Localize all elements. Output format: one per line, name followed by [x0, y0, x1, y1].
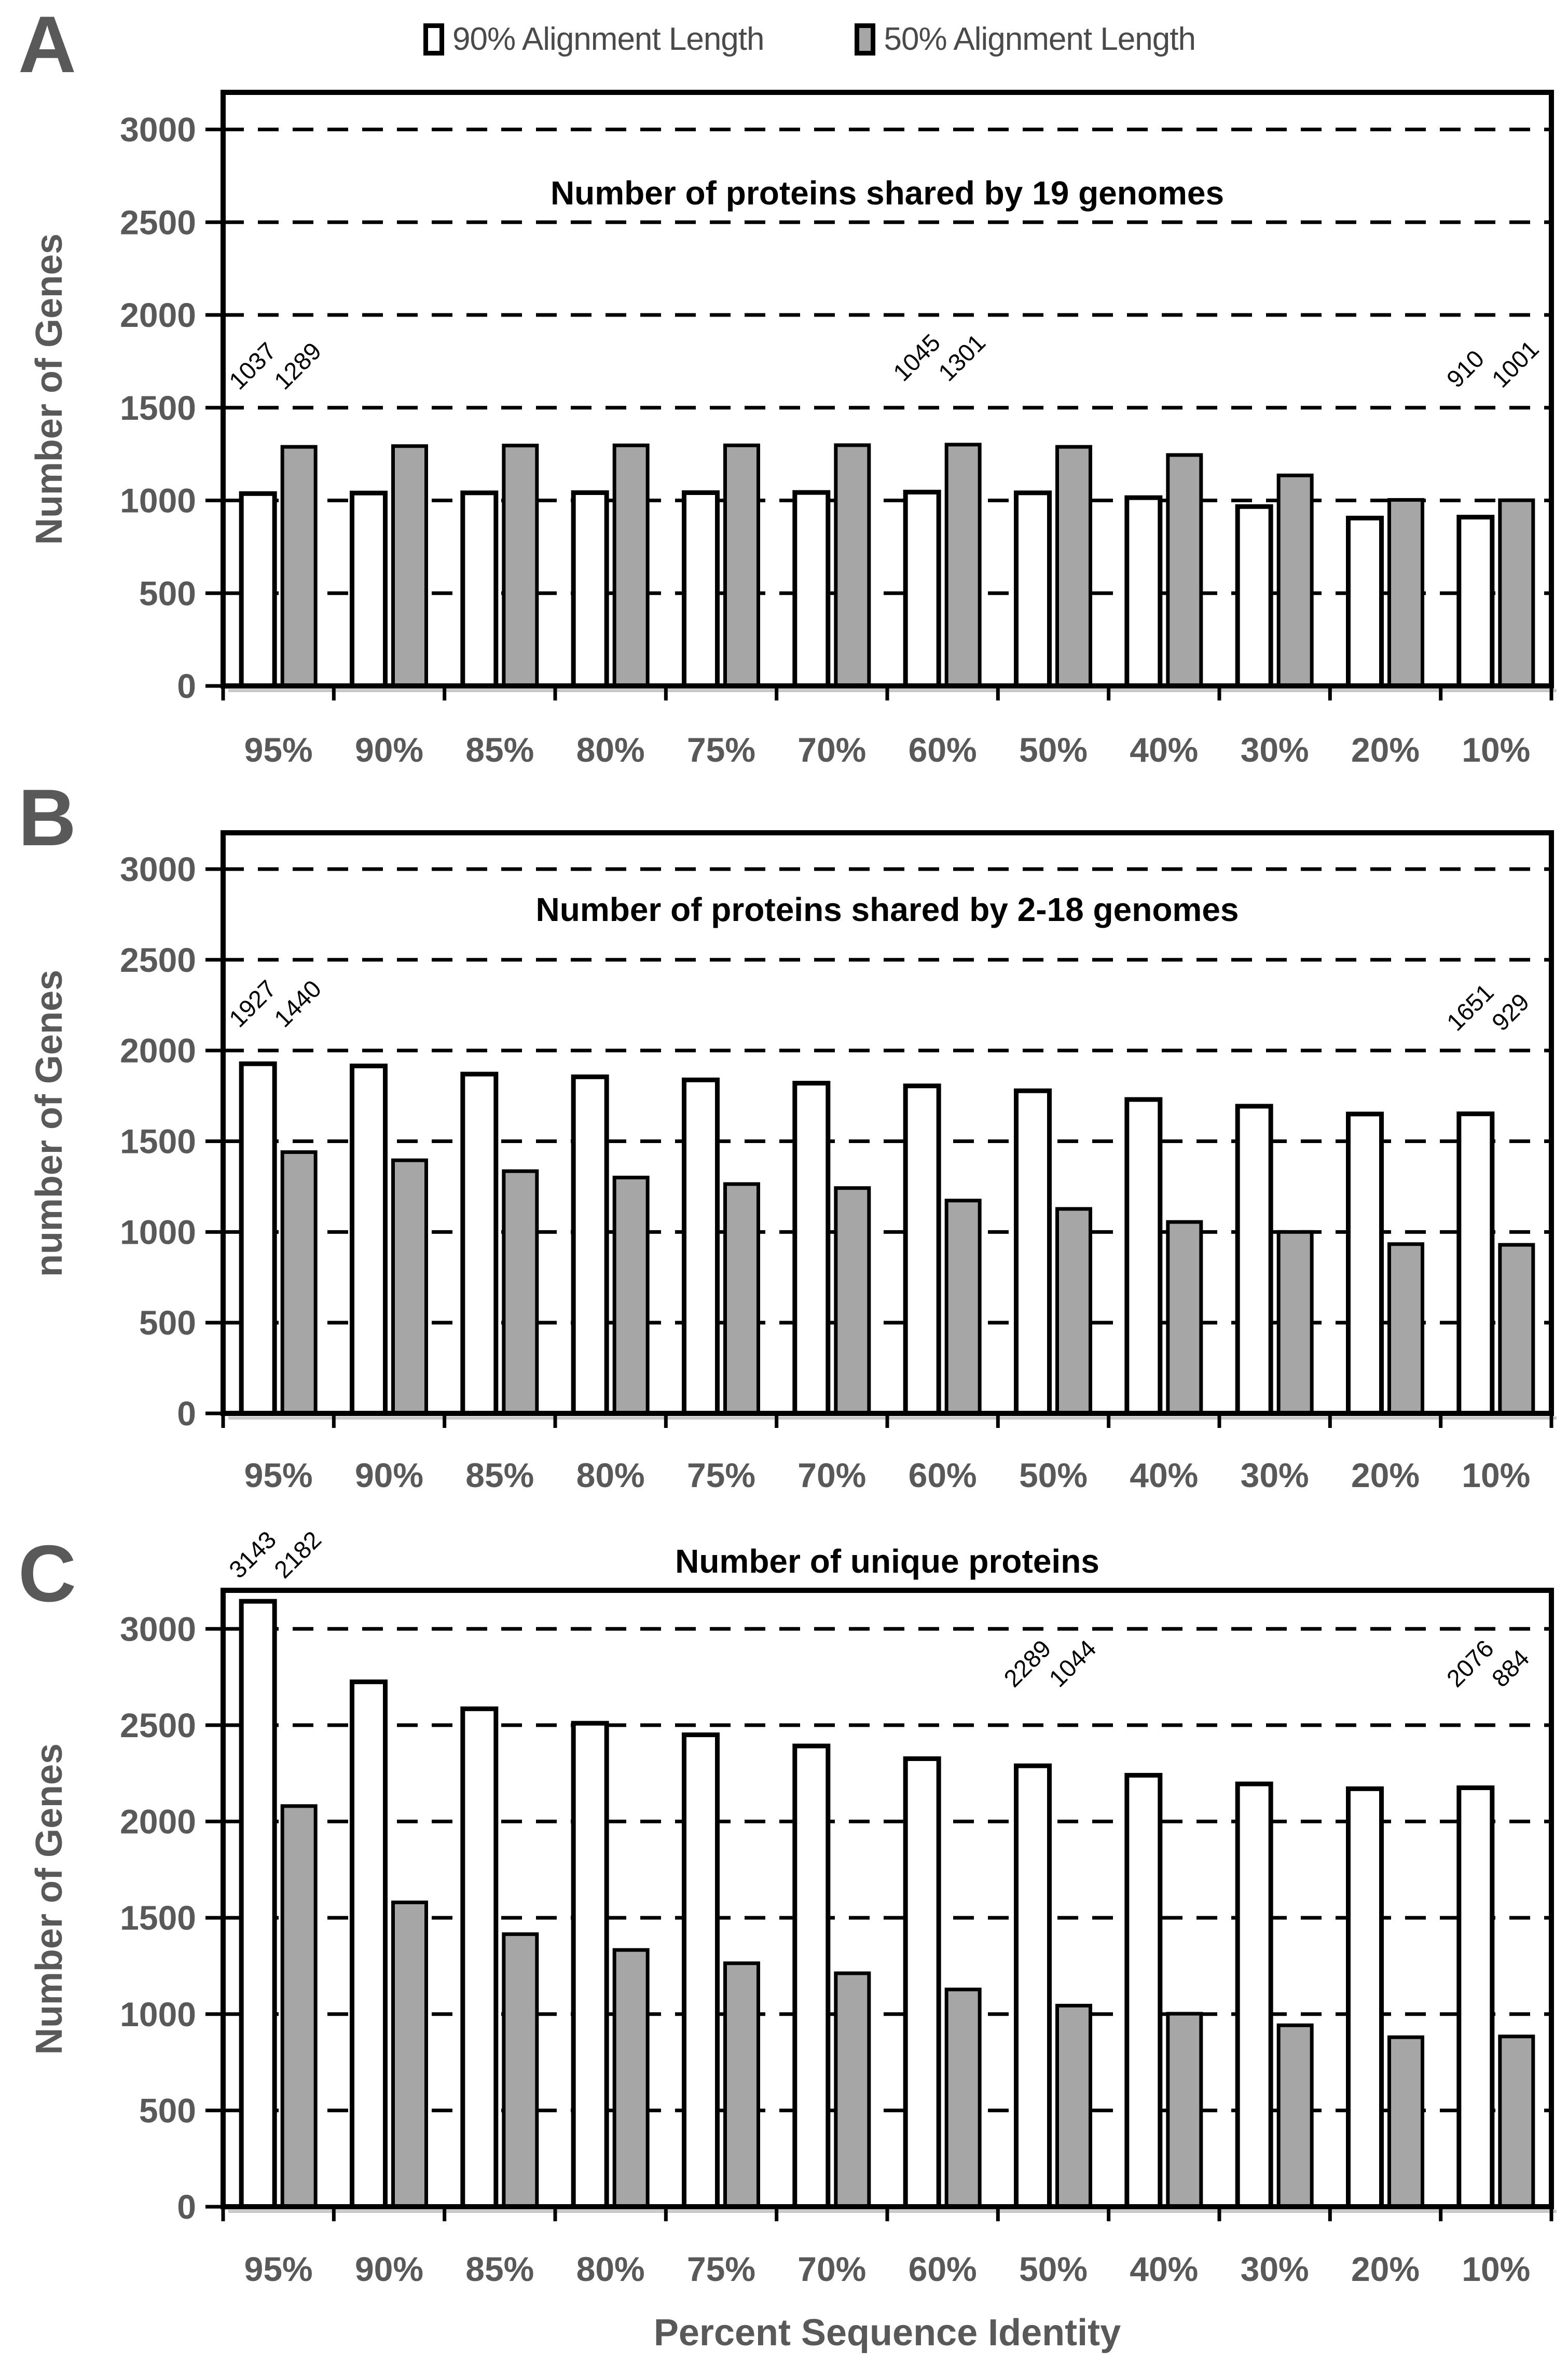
bar-value-label-910: 910	[1441, 345, 1490, 393]
x-category-label-30: 30%	[1240, 1456, 1309, 1494]
x-category-label-75: 75%	[686, 2250, 756, 2288]
bar-value-label-884: 884	[1486, 1644, 1535, 1693]
panel-c-title: Number of unique proteins	[675, 1543, 1099, 1580]
bar-c-85-white-90al	[463, 1709, 496, 2207]
bar-b-60-gray-50al	[946, 1201, 980, 1413]
bar-b-10-gray-50al	[1500, 1245, 1533, 1413]
bar-b-80-white-90al	[573, 1077, 607, 1413]
x-category-label-60: 60%	[908, 2250, 977, 2288]
bar-a-40-white-90al	[1127, 498, 1160, 686]
bar-value-label-1037: 1037	[223, 337, 282, 395]
bar-b-85-white-90al	[463, 1074, 496, 1413]
x-category-label-70: 70%	[797, 2250, 866, 2288]
bar-a-75-gray-50al	[725, 445, 759, 686]
bar-b-40-white-90al	[1127, 1099, 1160, 1413]
y-tick-label-0: 0	[177, 1394, 196, 1433]
bar-c-80-white-90al	[573, 1723, 607, 2207]
x-category-label-75: 75%	[686, 1456, 756, 1494]
y-tick-label-3000: 3000	[120, 1610, 196, 1648]
x-category-label-60: 60%	[908, 731, 977, 769]
panel-letter-a: A	[18, 0, 76, 89]
x-category-label-30: 30%	[1240, 2250, 1309, 2288]
y-tick-label-1500: 1500	[120, 388, 196, 427]
y-tick-label-500: 500	[139, 2091, 196, 2130]
y-tick-label-1500: 1500	[120, 1122, 196, 1161]
legend	[423, 21, 1195, 58]
y-tick-label-2500: 2500	[120, 1706, 196, 1744]
bar-b-85-gray-50al	[504, 1171, 537, 1413]
bar-value-label-1651: 1651	[1441, 978, 1499, 1036]
bar-a-85-gray-50al	[504, 446, 537, 686]
x-category-label-60: 60%	[908, 1456, 977, 1494]
bar-value-label-929: 929	[1486, 987, 1535, 1036]
bar-b-75-white-90al	[684, 1080, 718, 1413]
bar-b-60-white-90al	[905, 1086, 939, 1413]
x-category-label-95: 95%	[244, 731, 313, 769]
bar-c-50-white-90al	[1016, 1766, 1050, 2207]
bar-b-90-white-90al	[352, 1066, 386, 1413]
x-category-label-50: 50%	[1019, 2250, 1088, 2288]
x-category-label-95: 95%	[244, 2250, 313, 2288]
bar-b-50-gray-50al	[1057, 1209, 1091, 1413]
bar-a-30-gray-50al	[1278, 475, 1312, 686]
y-tick-label-2000: 2000	[120, 1802, 196, 1841]
bar-value-label-1044: 1044	[1043, 1634, 1102, 1693]
bar-b-80-gray-50al	[614, 1177, 648, 1413]
bar-a-10-gray-50al	[1500, 500, 1533, 686]
bar-c-20-white-90al	[1349, 1789, 1382, 2207]
x-category-label-20: 20%	[1351, 2250, 1420, 2288]
panel-c	[120, 1525, 1557, 2288]
bar-c-10-white-90al	[1459, 1788, 1492, 2207]
bar-b-95-white-90al	[241, 1064, 274, 1413]
bar-a-90-gray-50al	[393, 446, 427, 686]
legend-item-50-alignment	[855, 21, 1195, 58]
y-tick-label-1000: 1000	[120, 1213, 196, 1252]
panel-b	[120, 833, 1557, 1494]
bar-c-80-gray-50al	[614, 1950, 648, 2207]
x-category-label-90: 90%	[354, 1456, 424, 1494]
legend-swatch-gray-icon	[855, 23, 876, 56]
x-category-label-80: 80%	[576, 2250, 645, 2288]
bar-a-70-gray-50al	[836, 445, 869, 686]
bar-b-70-gray-50al	[836, 1188, 869, 1413]
y-tick-label-1500: 1500	[120, 1899, 196, 1937]
bar-c-40-white-90al	[1127, 1775, 1160, 2207]
y-tick-label-0: 0	[177, 667, 196, 705]
bar-a-30-white-90al	[1237, 506, 1271, 686]
x-category-label-40: 40%	[1130, 1456, 1199, 1494]
bar-c-50-gray-50al	[1057, 2005, 1091, 2207]
bar-value-label-1440: 1440	[268, 974, 327, 1033]
y-tick-label-1000: 1000	[120, 1995, 196, 2033]
x-category-label-90: 90%	[354, 2250, 424, 2288]
panel-letter-b: B	[18, 773, 76, 862]
x-category-label-80: 80%	[576, 1456, 645, 1494]
bar-c-75-white-90al	[684, 1735, 718, 2207]
x-category-label-85: 85%	[465, 2250, 534, 2288]
x-category-label-80: 80%	[576, 731, 645, 769]
legend-label-50-alignment: 50% Alignment Length	[884, 21, 1195, 57]
y-tick-label-500: 500	[139, 1303, 196, 1342]
bar-a-85-white-90al	[463, 493, 496, 686]
y-tick-label-2000: 2000	[120, 296, 196, 334]
panel-b-title: Number of proteins shared by 2-18 genomes	[535, 891, 1239, 928]
bar-b-95-gray-50al	[282, 1152, 315, 1413]
legend-label-90-alignment: 90% Alignment Length	[452, 21, 764, 57]
bar-a-20-white-90al	[1349, 518, 1382, 686]
panel-b-y-axis-title: number of Genes	[29, 969, 70, 1277]
bar-b-90-gray-50al	[393, 1160, 427, 1413]
bar-value-label-2289: 2289	[998, 1634, 1056, 1693]
bar-value-label-1289: 1289	[268, 337, 327, 395]
bar-value-label-1301: 1301	[932, 328, 991, 387]
bar-a-75-white-90al	[684, 492, 718, 686]
bar-b-70-white-90al	[795, 1083, 828, 1413]
panel-c-y-axis-title: Number of Genes	[29, 1743, 70, 2055]
bar-c-40-gray-50al	[1168, 2014, 1201, 2207]
bar-a-80-white-90al	[573, 492, 607, 686]
bar-a-60-gray-50al	[946, 445, 980, 686]
bar-value-label-1927: 1927	[223, 974, 282, 1033]
bar-a-90-white-90al	[352, 493, 386, 686]
x-category-label-70: 70%	[797, 731, 866, 769]
x-category-label-10: 10%	[1462, 731, 1531, 769]
bar-a-95-white-90al	[241, 493, 274, 686]
bar-c-95-gray-50al	[282, 1806, 315, 2207]
x-axis-title: Percent Sequence Identity	[653, 2312, 1121, 2354]
bar-c-60-gray-50al	[946, 1989, 980, 2207]
x-category-label-10: 10%	[1462, 2250, 1531, 2288]
legend-swatch-white-icon	[423, 23, 444, 56]
bar-a-70-white-90al	[795, 492, 828, 686]
panel-letter-c: C	[18, 1529, 76, 1618]
x-category-label-40: 40%	[1130, 2250, 1199, 2288]
bar-value-label-2182: 2182	[268, 1525, 327, 1584]
bar-a-50-white-90al	[1016, 493, 1050, 686]
bar-c-70-gray-50al	[836, 1973, 869, 2207]
bar-c-60-white-90al	[905, 1758, 939, 2207]
panel-a-y-axis-title: Number of Genes	[29, 233, 70, 545]
panel-a-title: Number of proteins shared by 19 genomes	[550, 174, 1225, 212]
y-tick-label-500: 500	[139, 574, 196, 613]
y-tick-label-3000: 3000	[120, 849, 196, 888]
bar-value-label-3143: 3143	[223, 1525, 282, 1584]
y-tick-label-2000: 2000	[120, 1031, 196, 1070]
x-category-label-30: 30%	[1240, 731, 1309, 769]
bar-c-90-white-90al	[352, 1682, 386, 2207]
x-category-label-20: 20%	[1351, 731, 1420, 769]
bar-c-95-white-90al	[241, 1601, 274, 2207]
y-tick-label-3000: 3000	[120, 110, 196, 149]
bar-c-85-gray-50al	[504, 1934, 537, 2207]
x-category-label-75: 75%	[686, 731, 756, 769]
x-category-label-40: 40%	[1130, 731, 1199, 769]
bar-a-60-white-90al	[905, 492, 939, 686]
bar-b-30-gray-50al	[1278, 1232, 1312, 1413]
x-category-label-70: 70%	[797, 1456, 866, 1494]
bar-b-20-white-90al	[1349, 1114, 1382, 1413]
bar-a-40-gray-50al	[1168, 455, 1201, 686]
bar-a-20-gray-50al	[1390, 500, 1423, 686]
y-tick-label-0: 0	[177, 2188, 196, 2226]
bar-c-30-gray-50al	[1278, 2025, 1312, 2207]
bar-a-50-gray-50al	[1057, 447, 1091, 686]
bar-b-20-gray-50al	[1390, 1244, 1423, 1413]
bar-value-label-2076: 2076	[1441, 1634, 1499, 1693]
bar-value-label-1045: 1045	[887, 328, 946, 387]
legend-item-90-alignment	[423, 21, 764, 58]
bar-c-90-gray-50al	[393, 1902, 427, 2207]
bar-c-20-gray-50al	[1390, 2037, 1423, 2207]
bar-b-10-white-90al	[1459, 1114, 1492, 1413]
bar-c-70-white-90al	[795, 1746, 828, 2207]
x-category-label-90: 90%	[354, 731, 424, 769]
bar-b-30-white-90al	[1237, 1106, 1271, 1413]
bar-a-80-gray-50al	[614, 445, 648, 686]
bar-b-40-gray-50al	[1168, 1222, 1201, 1413]
bar-a-95-gray-50al	[282, 447, 315, 686]
bar-b-50-white-90al	[1016, 1091, 1050, 1413]
x-category-label-95: 95%	[244, 1456, 313, 1494]
x-category-label-85: 85%	[465, 731, 534, 769]
bar-value-label-1001: 1001	[1486, 335, 1544, 393]
bar-c-75-gray-50al	[725, 1963, 759, 2207]
x-category-label-50: 50%	[1019, 731, 1088, 769]
x-category-label-10: 10%	[1462, 1456, 1531, 1494]
y-tick-label-2500: 2500	[120, 940, 196, 979]
bar-c-30-white-90al	[1237, 1784, 1271, 2207]
bar-a-10-white-90al	[1459, 517, 1492, 686]
bar-c-10-gray-50al	[1500, 2037, 1533, 2207]
bar-b-75-gray-50al	[725, 1184, 759, 1413]
y-tick-label-2500: 2500	[120, 203, 196, 242]
y-tick-label-1000: 1000	[120, 481, 196, 520]
x-category-label-20: 20%	[1351, 1456, 1420, 1494]
x-category-label-85: 85%	[465, 1456, 534, 1494]
x-category-label-50: 50%	[1019, 1456, 1088, 1494]
